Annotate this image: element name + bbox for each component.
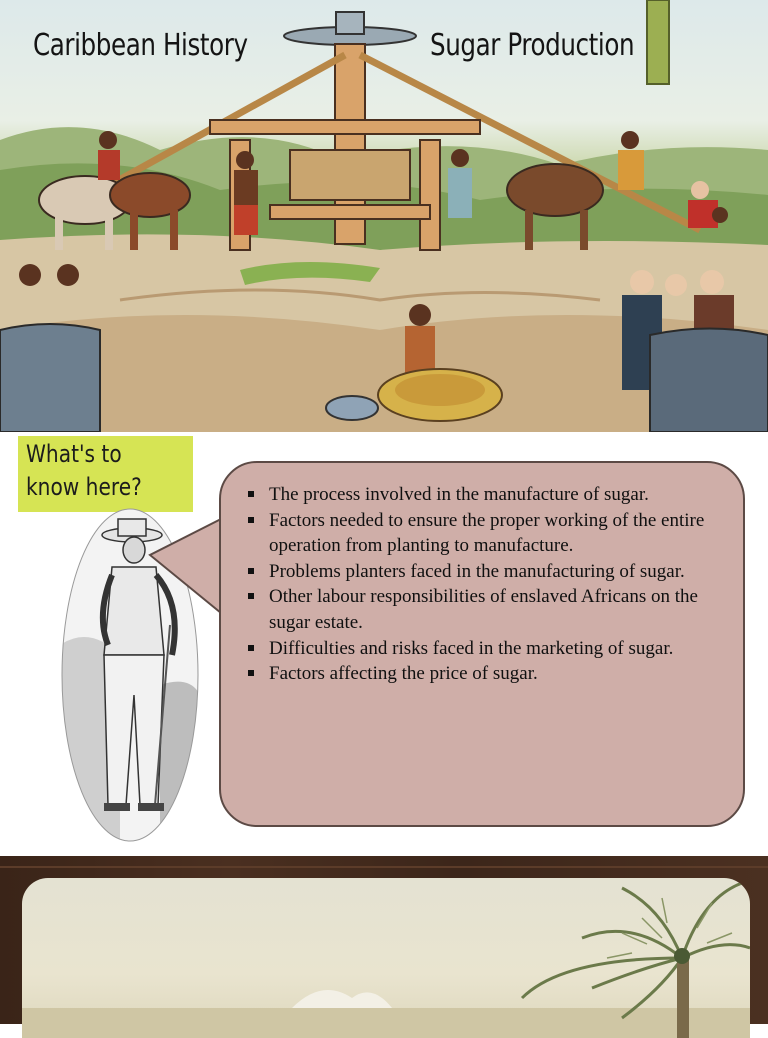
speech-bubble-tail [140,505,222,625]
wood-grain [0,866,768,868]
sugar-mill-scene [0,0,768,432]
list-item: The process involved in the manufacture of sugar. [269,482,713,508]
list-item: Factors affecting the price of sugar. [269,661,713,687]
sugar-mill-illustration [0,0,768,432]
palm-landscape-painting [22,878,750,1038]
list-item: Factors needed to ensure the proper working of the entire operation from planting to manufacture. [269,508,713,559]
list-item: Difficulties and risks faced in the marketing of sugar. [269,636,713,662]
topic-title: Sugar Production [430,28,635,63]
learning-points-list [221,463,743,687]
course-title: Caribbean History [33,28,248,63]
section-heading-box [18,436,193,512]
section-heading: What's to know here? [26,440,142,501]
palm-scene [22,878,750,1038]
speech-bubble [219,461,745,827]
list-item: Other labour responsibilities of enslaved Africans on the sugar estate. [269,584,713,635]
list-item: Problems planters faced in the manufacturing of sugar. [269,559,713,585]
